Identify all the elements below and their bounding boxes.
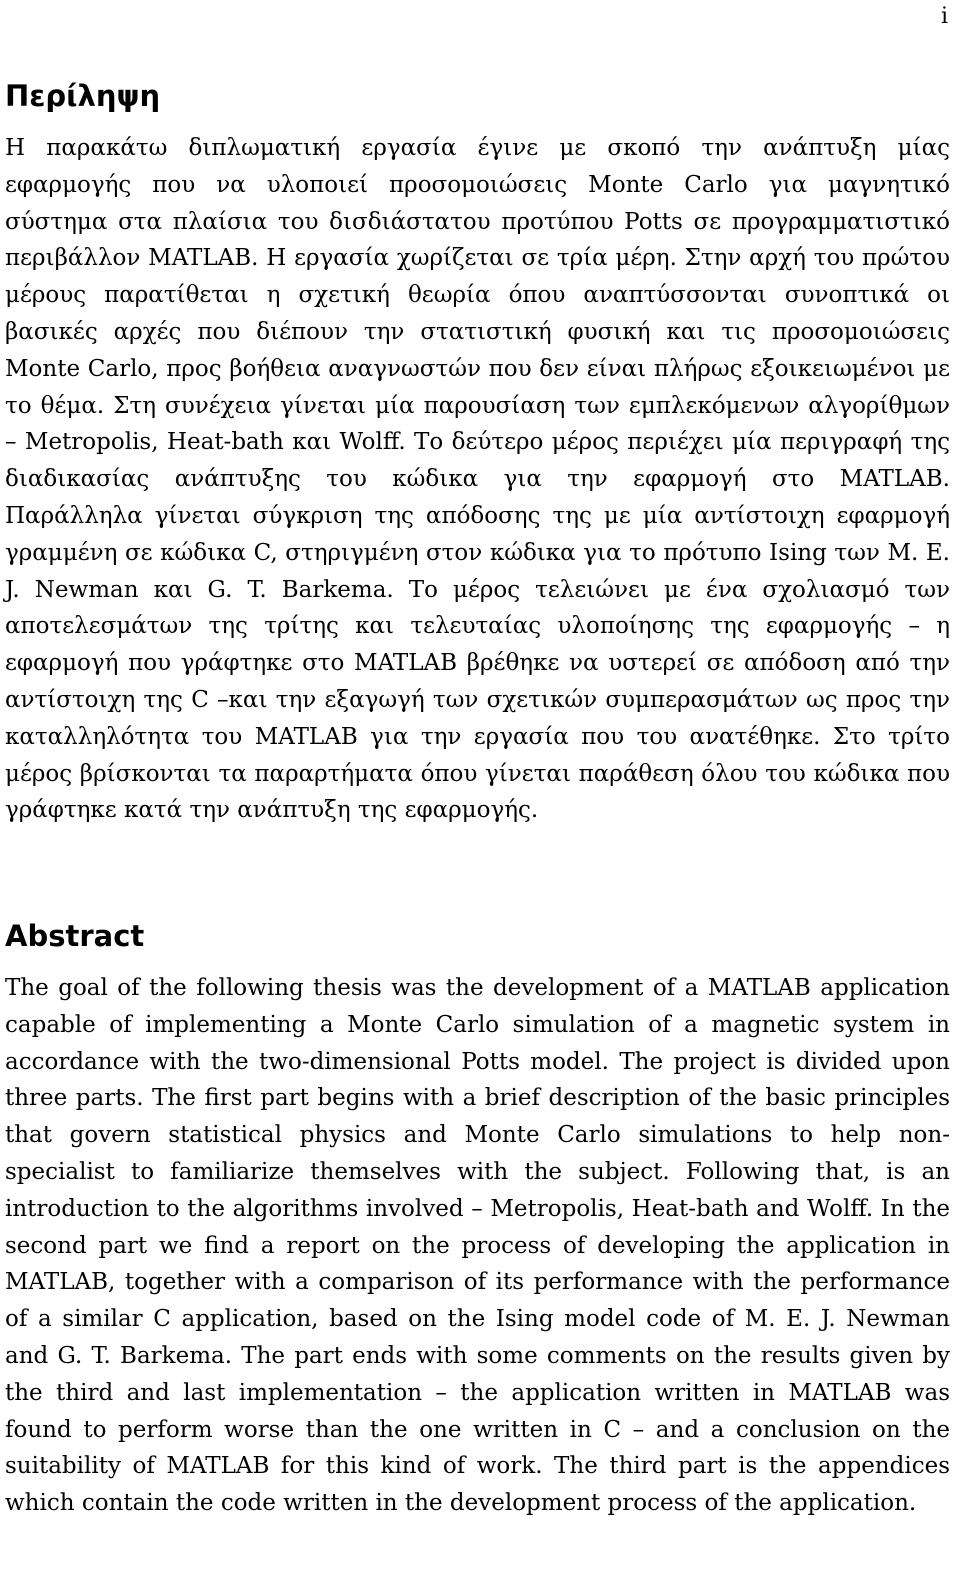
english-abstract-section [5, 912, 950, 1522]
greek-abstract-section [5, 72, 950, 829]
english-abstract-body: The goal of the following thesis was the development of a MATLAB application capable of implementing a Monte Carlo simulation of a magnetic system in accordance with the two-dimensional Potts model. The project is divided upon three parts. The first part begins with a brief description of the basic principles that govern statistical physics and Monte Carlo simulations to help non-specialist to familiarize themselves with the subject. Following that, is an introduction to the algorithms involved – Metropolis, Heat-bath and Wolff. In the second part we find a report on the process of developing the application in MATLAB, together with a comparison of its performance with the performance of a similar C application, based on the Ising model code of M. E. J. Newman and G. T. Barkema. The part ends with some comments on the results given by the third and last implementation – the application written in MATLAB was found to perform worse than the one written in C – and a conclusion on the suitability of MATLAB for this kind of work. The third part is the appendices which contain the code written in the development process of the application. [5, 975, 950, 1517]
greek-abstract-heading: Περίληψη [5, 79, 161, 113]
greek-abstract-body: Η παρακάτω διπλωματική εργασία έγινε με σκοπό την ανάπτυξη μίας εφαρμογής που να υλοποιεί προσομοιώσεις Monte Carlo για μαγνητικό σύστημα στα πλαίσια του δισδιάστατου προτύπου Potts σε προγραμματιστικό περιβάλλον MATLAB. Η εργασία χωρίζεται σε τρία μέρη. Στην αρχή του πρώτου μέρους παρατίθεται η σχετική θεωρία όπου αναπτύσσονται συνοπτικά οι βασικές αρχές που διέπουν την στατιστική φυσική και τις προσομοιώσεις Monte Carlo, προς βοήθεια αναγνωστών που δεν είναι πλήρως εξοικειωμένοι με το θέμα. Στη συνέχεια γίνεται μία παρουσίαση των εμπλεκόμενων αλγορίθμων – Metropolis, Heat-bath και Wolff. Το δεύτερο μέρος περιέχει μία περιγραφή της διαδικασίας ανάπτυξης του κώδικα για την εφαρμογή στο MATLAB. Παράλληλα γίνεται σύγκριση της απόδοσης της με μία αντίστοιχη εφαρμογή γραμμένη σε κώδικα C, στηριγμένη στον κώδικα για το πρότυπο Ising των M. E. J. Newman και G. T. Barkema. Το μέρος τελειώνει με ένα σχολιασμό των αποτελεσμάτων της τρίτης και τελευταίας υλοποίησης της εφαρμογής – η εφαρμογή που γράφτηκε στο MATLAB βρέθηκε να υστερεί σε απόδοση από την αντίστοιχη της C –και την εξαγωγή των σχετικών συμπερασμάτων ως προς την καταλληλότητα του MATLAB για την εργασία που του ανατέθηκε. Στο τρίτο μέρος βρίσκονται τα παραρτήματα όπου γίνεται παράθεση όλου του κώδικα που γράφτηκε κατά την ανάπτυξη της εφαρμογής. [5, 135, 950, 824]
english-abstract-heading: Abstract [5, 919, 145, 953]
page-number: i [940, 4, 948, 29]
